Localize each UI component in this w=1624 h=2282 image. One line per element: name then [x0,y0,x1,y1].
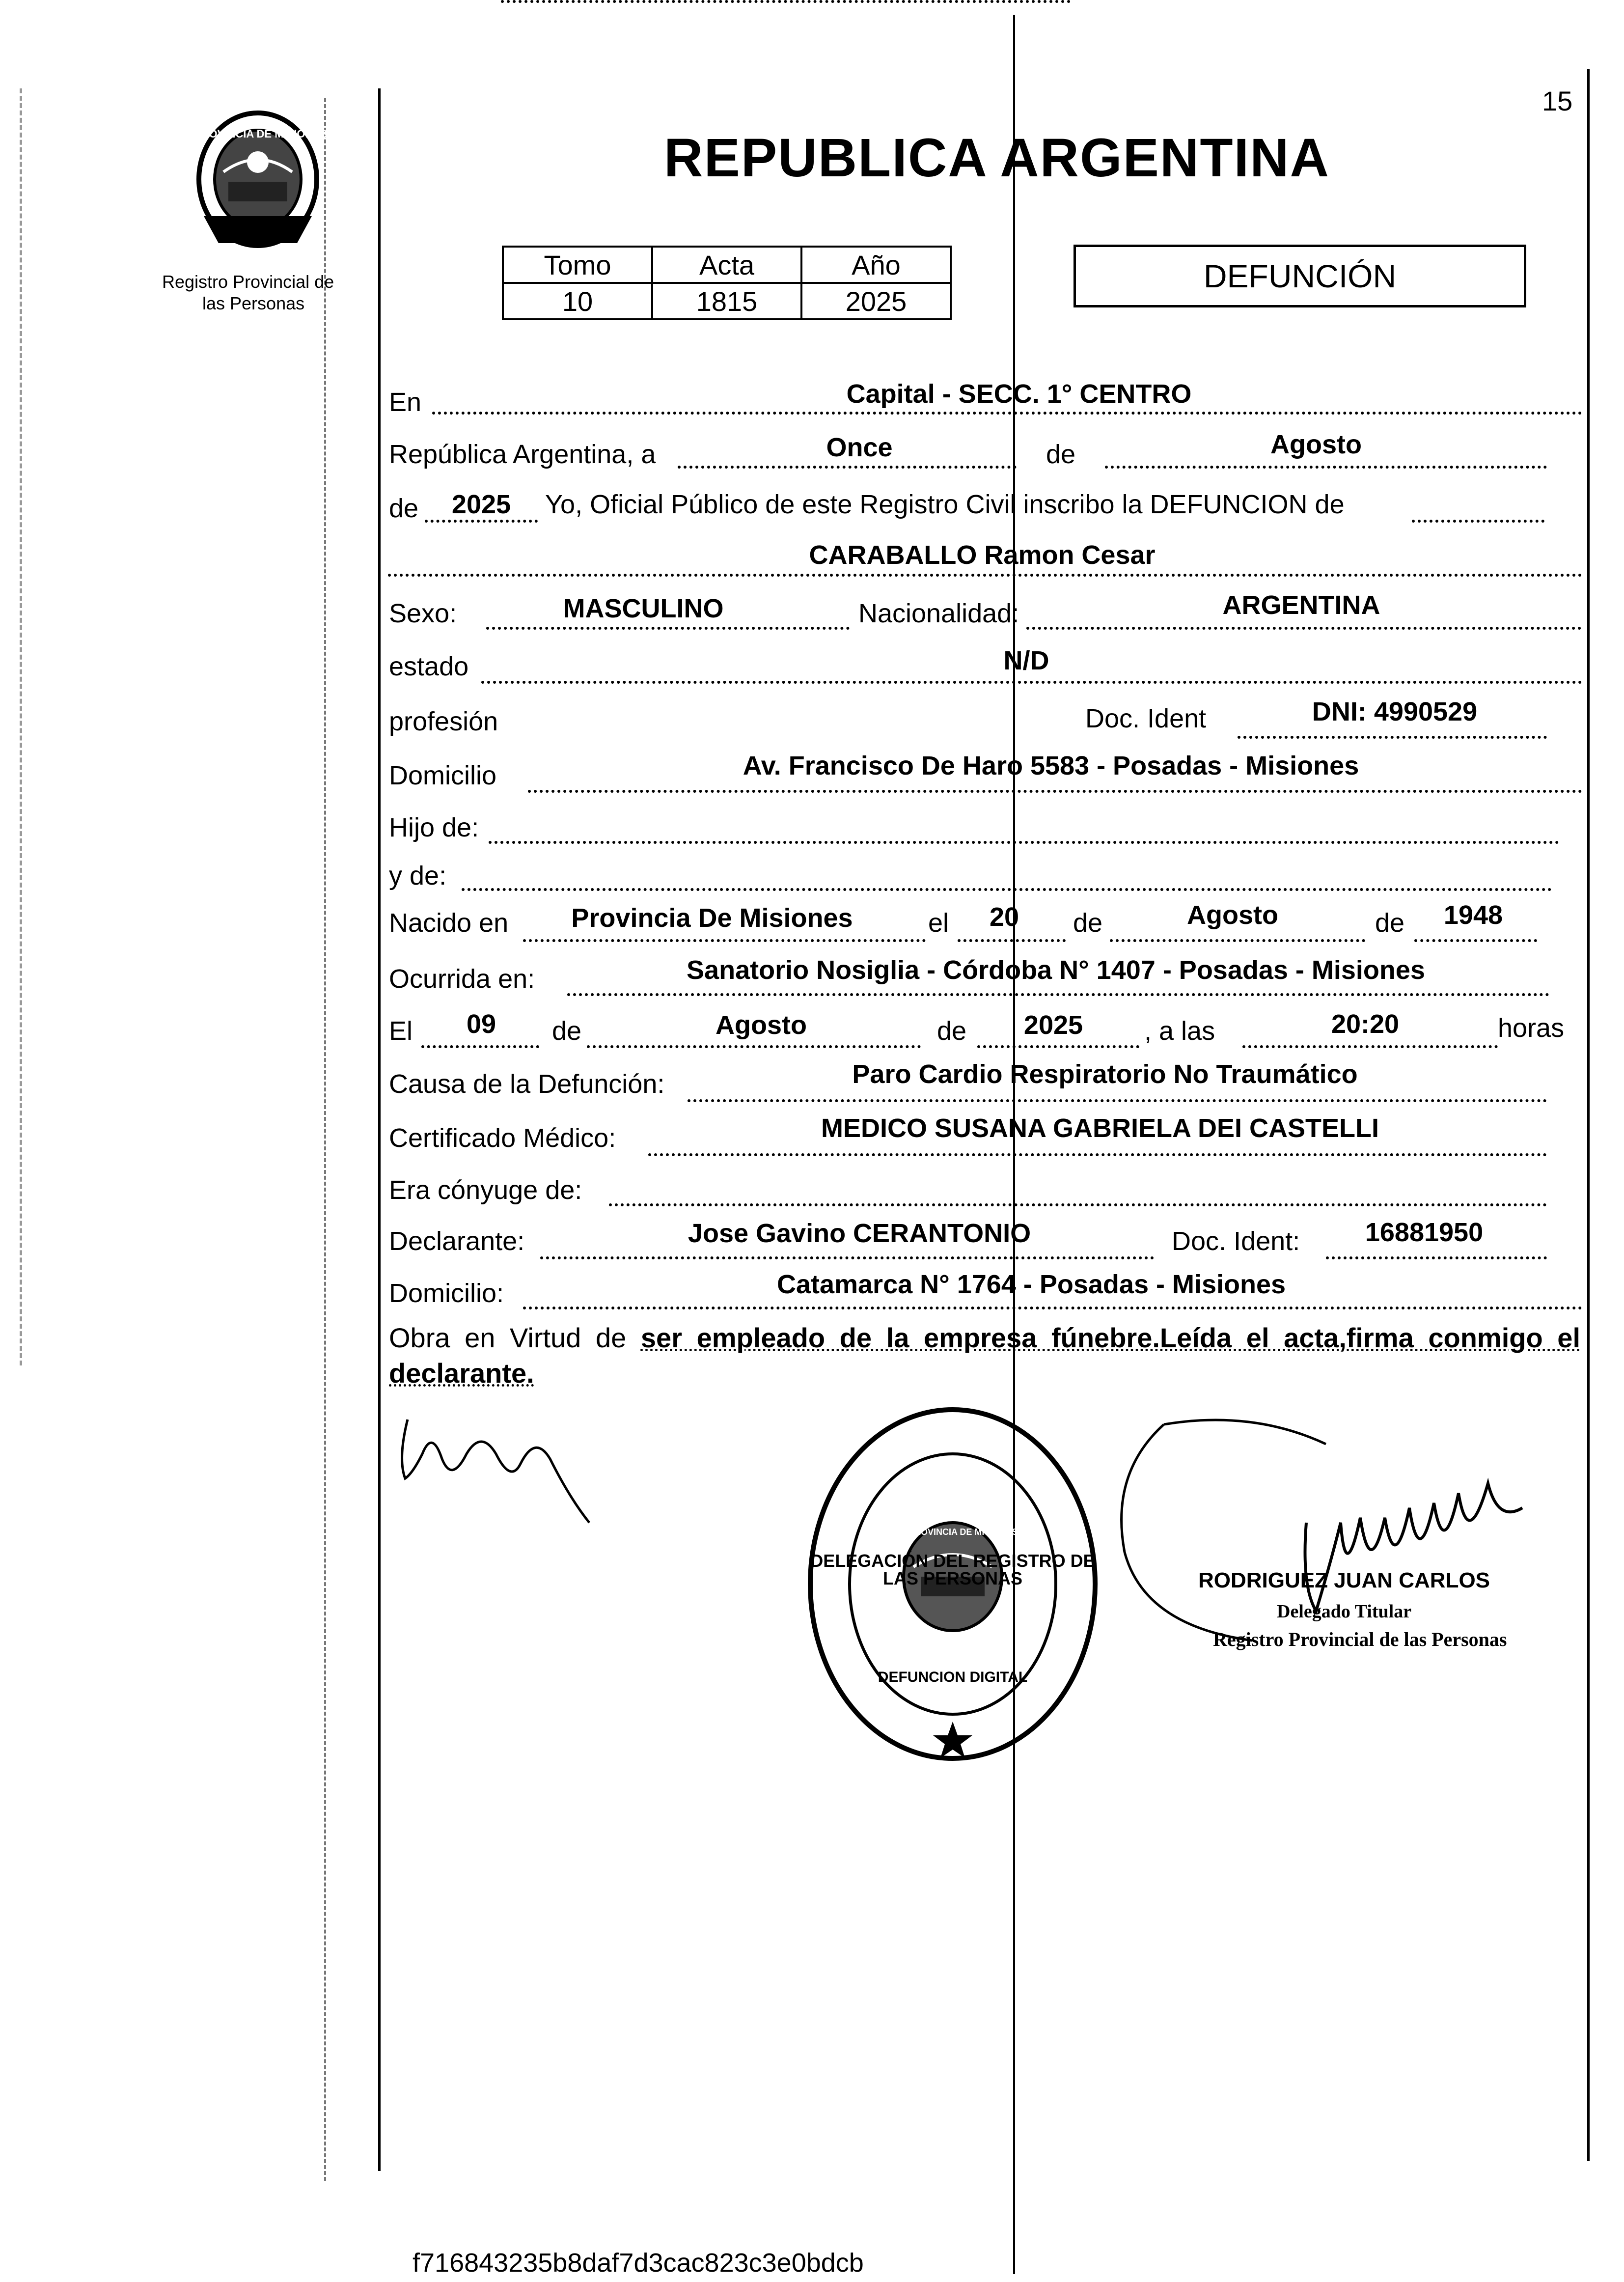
label-el-cap: El [389,1016,413,1046]
value-declarante-domicilio: Catamarca N° 1764 - Posadas - Misiones [776,1270,1286,1299]
dotline [1412,520,1544,523]
edge-margin-dashes [20,88,22,1365]
label-doc-ident: Doc. Ident [1085,704,1207,733]
label-de: de [389,494,419,523]
label-en: En [389,388,422,417]
value-nacionalidad: ARGENTINA [1222,590,1380,620]
dotline [462,888,1552,891]
dotline [1110,939,1365,942]
label-estado: estado [389,652,469,681]
record-table [502,246,952,320]
value-mes: Agosto [1270,430,1362,459]
value-nac-anio: 1948 [1443,900,1503,930]
label-hijo-de: Hijo de: [389,813,479,842]
value-sexo: MASCULINO [563,594,724,623]
dotline [1026,627,1581,630]
dotline [523,1307,1582,1309]
dotline [425,520,538,523]
declarant-signature [393,1400,599,1528]
value-nac-mes: Agosto [1187,900,1278,930]
dotline [523,939,926,942]
seal-inner-text: DEFUNCION DIGITAL [878,1669,1028,1685]
label-certificado: Certificado Médico: [389,1123,616,1153]
label-de: de [937,1016,967,1046]
value-dia: Once [826,433,893,462]
dotline [388,574,1582,577]
dotline [609,1203,1547,1206]
value-certificado: MEDICO SUSANA GABRIELA DEI CASTELLI [821,1113,1379,1143]
registry-name-line2: las Personas [202,293,305,313]
label-a-las: , a las [1144,1016,1215,1046]
seal-outer-text: DELEGACIÓN DEL REGISTRO DE LAS PERSONAS [810,1551,1095,1588]
dotline [489,841,1559,844]
value-nac-dia: 20 [989,902,1019,932]
seal-emblem-text: PROVINCIA DE MISIONES [908,1527,1018,1537]
label-causa: Causa de la Defunción: [389,1069,665,1099]
dotline [1105,466,1547,469]
tomo-value: 10 [503,283,652,319]
record-type-box [1073,245,1526,307]
value-nombre: CARABALLO Ramon Cesar [809,540,1156,570]
dotline [540,1256,1154,1259]
anio-header: Año [801,247,951,283]
label-y-de: y de: [389,861,447,891]
acta-header: Acta [652,247,801,283]
value-def-anio: 2025 [1023,1010,1083,1040]
left-margin-rule [378,88,381,2171]
obra-paragraph [389,1320,1580,1391]
signatory-office: Registro Provincial de las Personas [1213,1628,1507,1650]
value-nacido-en: Provincia De Misiones [571,903,853,933]
label-sexo: Sexo: [389,599,457,628]
label-ocurrida-en: Ocurrida en: [389,964,535,994]
logo-emblem-text: PROVINCIA DE MISIONES [194,128,328,140]
record-type: DEFUNCIÓN [1203,258,1397,294]
dotline [432,412,1582,415]
label-de: de [1046,440,1076,469]
province-logo [184,103,331,255]
value-ocurrida-en: Sanatorio Nosiglia - Córdoba N° 1407 - Posadas - Misiones [687,955,1425,985]
label-obra: Obra en Virtud de [389,1322,627,1353]
document-title: REPUBLICA ARGENTINA [664,128,1330,188]
label-nacionalidad: Nacionalidad: [858,599,1019,628]
value-lugar: Capital - SECC. 1° CENTRO [846,379,1192,409]
dotline [1326,1256,1547,1259]
dotline [481,681,1582,684]
label-doc-ident2: Doc. Ident: [1172,1226,1300,1256]
label-horas: horas [1498,1013,1565,1043]
value-obra: ser empleado de la empresa fúnebre.Leída el acta,firma conmigo el declarante. [389,1322,1581,1389]
dotline [587,1045,921,1048]
label-de: de [1073,908,1103,938]
value-def-hora: 20:20 [1331,1009,1400,1039]
value-estado: N/D [1003,646,1049,675]
dotline [648,1153,1547,1156]
outer-margin-dashes [324,98,326,2181]
label-domicilio2: Domicilio: [389,1279,504,1308]
dotline [486,627,850,630]
dotline [1238,736,1547,739]
label-de: de [1375,908,1405,938]
label-conyuge: Era cónyuge de: [389,1175,582,1205]
acta-value: 1815 [652,283,801,319]
dotline [528,790,1582,793]
value-def-dia: 09 [466,1009,496,1039]
signatory-name: RODRIGUEZ JUAN CARLOS [1198,1568,1490,1592]
label-nacido-en: Nacido en [389,908,509,938]
label-yo: Yo, Oficial Público de este Registro Civil inscribo la DEFUNCION de [545,490,1345,519]
dotline [678,466,1017,469]
tomo-header: Tomo [503,247,652,283]
value-dni: DNI: 4990529 [1312,697,1478,726]
dotline [567,993,1549,996]
label-profesion: profesión [389,707,498,736]
dotline [1242,1045,1498,1048]
page-number: 15 [1542,85,1573,116]
dotline [1414,939,1537,942]
label-el: el [928,908,949,938]
label-domicilio: Domicilio [389,761,497,790]
value-declarante: Jose Gavino CERANTONIO [688,1219,1031,1248]
dotline [421,1045,539,1048]
signatory-title: Delegado Titular [1277,1601,1412,1622]
value-def-mes: Agosto [716,1010,807,1040]
anio-value: 2025 [801,283,951,319]
right-margin-rule [1587,69,1590,2161]
label-de: de [552,1016,582,1046]
document-hash: f716843235b8daf7d3cac823c3e0bdcb [413,2248,864,2278]
value-anio: 2025 [451,490,511,519]
label-declarante: Declarante: [389,1226,525,1256]
dotline [688,1099,1547,1102]
fold-rule [1013,15,1015,2274]
dotline [977,1045,1139,1048]
value-domicilio: Av. Francisco De Haro 5583 - Posadas - Misiones [743,751,1359,780]
value-declarante-doc: 16881950 [1365,1218,1484,1247]
label-republica: República Argentina, a [389,440,656,469]
value-causa: Paro Cardio Respiratorio No Traumático [852,1059,1358,1089]
dotline [958,939,1066,942]
dotline [501,0,1071,3]
registry-name-line1: Registro Provincial de [162,272,334,292]
